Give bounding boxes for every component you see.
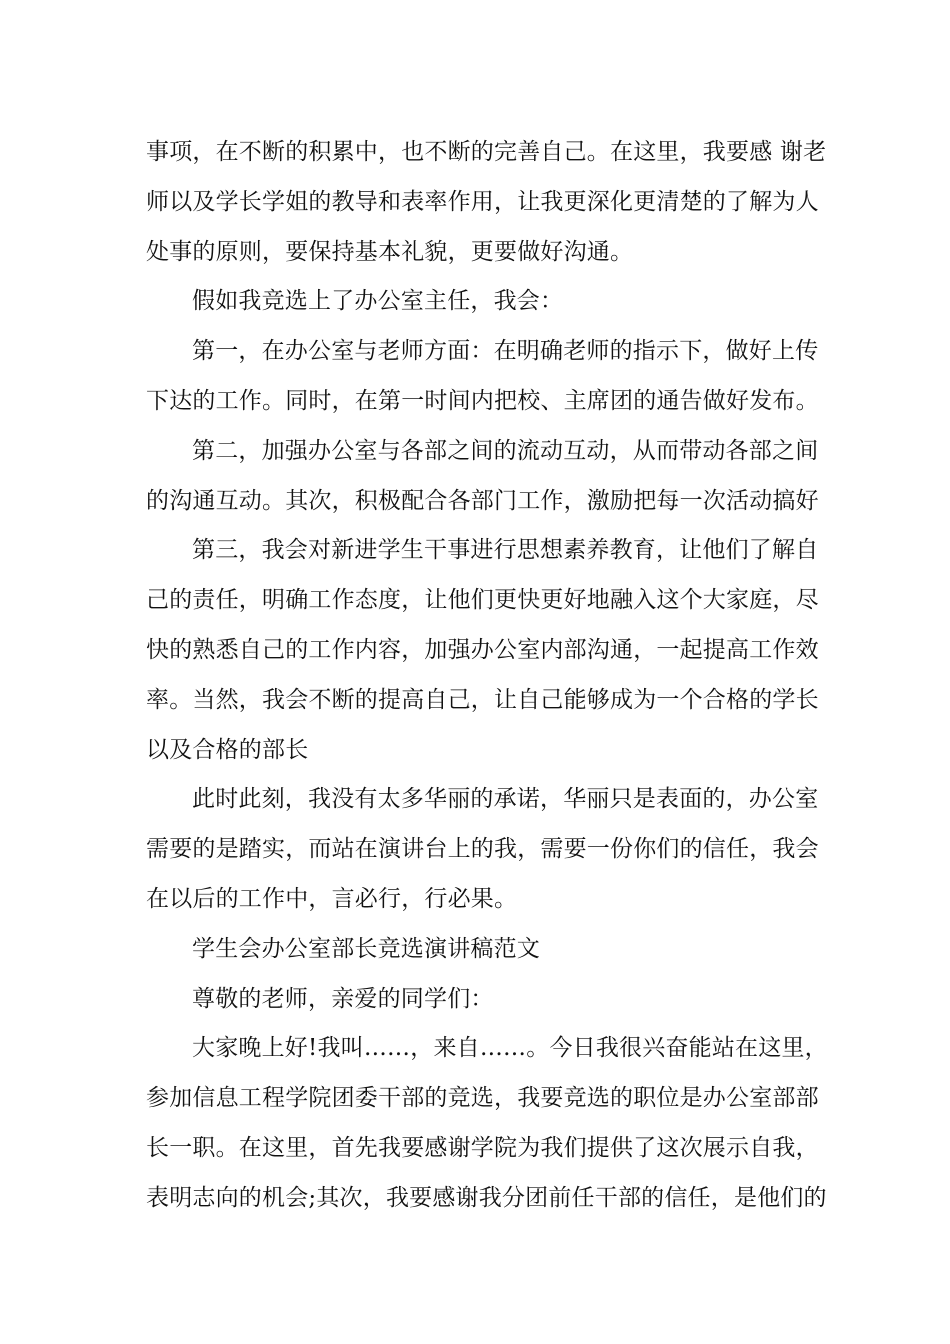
text-line: 大家晚上好!我叫……，来自……。今日我很兴奋能站在这里， <box>192 1035 828 1062</box>
text-line: 需要的是踏实，而站在演讲台上的我，需要一份你们的信任，我会 <box>146 836 819 863</box>
section-title: 学生会办公室部长竞选演讲稿范文 <box>192 935 540 962</box>
text-line: 以及合格的部长 <box>146 736 309 763</box>
text-line: 第三，我会对新进学生干事进行思想素养教育，让他们了解自 <box>192 537 819 564</box>
text-line: 第一，在办公室与老师方面：在明确老师的指示下，做好上传 <box>192 338 819 365</box>
greeting-line: 尊敬的老师，亲爱的同学们： <box>192 985 494 1012</box>
text-line: 快的熟悉自己的工作内容，加强办公室内部沟通，一起提高工作效 <box>146 636 819 663</box>
text-line: 师以及学长学姐的教导和表率作用，让我更深化更清楚的了解为人 <box>146 188 819 215</box>
text-line: 处事的原则，要保持基本礼貌，更要做好沟通。 <box>146 238 634 265</box>
text-line: 率。当然，我会不断的提高自己，让自己能够成为一个合格的学长 <box>146 686 819 713</box>
document-body <box>146 128 828 1224</box>
text-line: 的沟通互动。其次，积极配合各部门工作，激励把每一次活动搞好 <box>146 487 819 514</box>
text-line: 此时此刻，我没有太多华丽的承诺，华丽只是表面的，办公室 <box>192 786 819 813</box>
text-line: 假如我竞选上了办公室主任，我会： <box>192 288 564 315</box>
text-line: 第二，加强办公室与各部之间的流动互动，从而带动各部之间 <box>192 437 819 464</box>
text-line: 事项，在不断的积累中，也不断的完善自己。在这里，我要感 谢老 <box>146 139 827 165</box>
text-line: 己的责任，明确工作态度，让他们更快更好地融入这个大家庭，尽 <box>146 587 819 614</box>
text-line: 在以后的工作中，言必行，行必果。 <box>146 885 518 912</box>
text-line: 表明志向的机会;其次，我要感谢我分团前任干部的信任，是他们的 <box>146 1184 827 1211</box>
text-line: 下达的工作。同时，在第一时间内把校、主席团的通告做好发布。 <box>146 387 819 414</box>
text-line: 长一职。在这里，首先我要感谢学院为我们提供了这次展示自我， <box>146 1134 819 1161</box>
text-line: 参加信息工程学院团委干部的竞选，我要竞选的职位是办公室部部 <box>146 1085 819 1112</box>
